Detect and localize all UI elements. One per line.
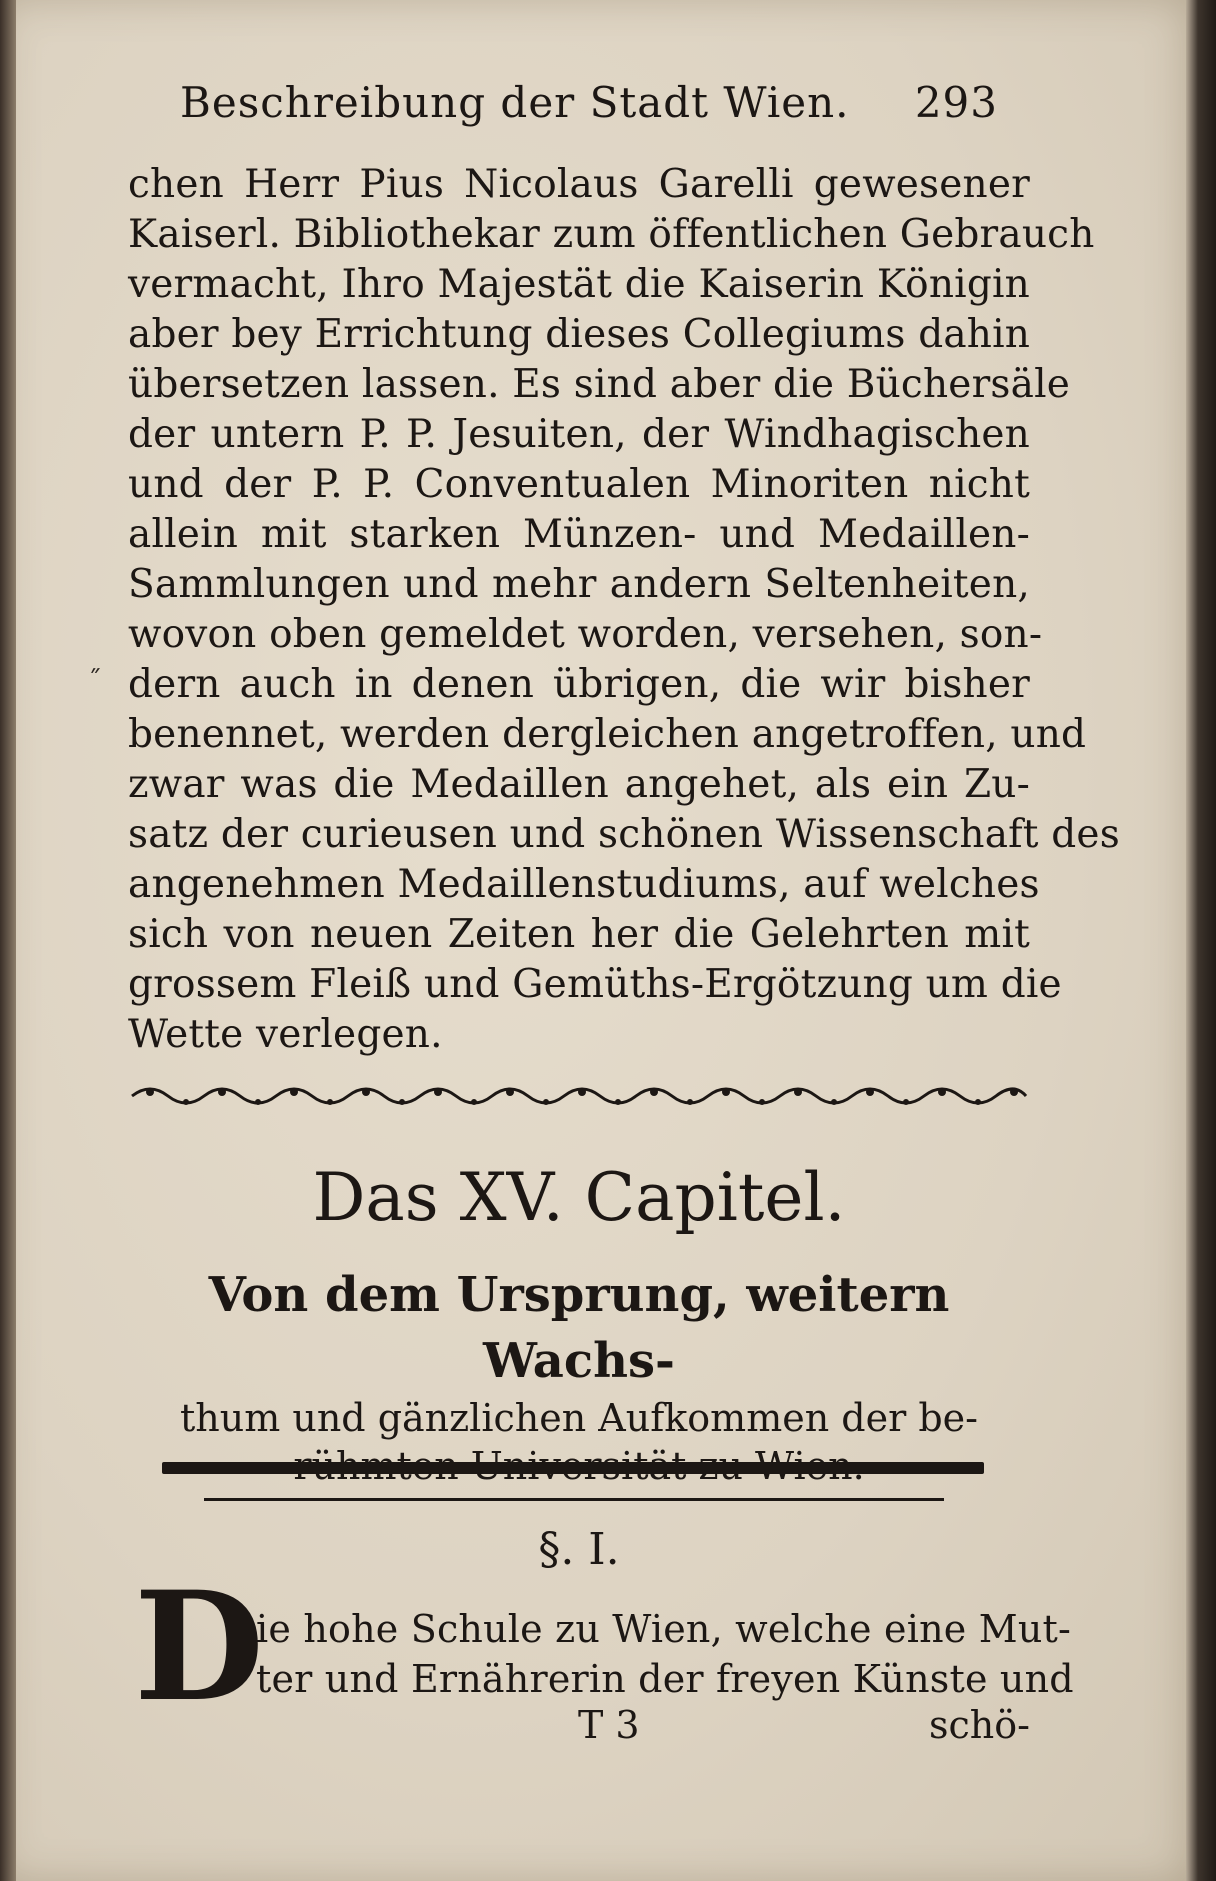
text-line: und der P. P. Conventualen Minoriten nicht <box>128 462 1030 507</box>
chapter-heading: Das XV. Capitel. <box>312 1159 846 1236</box>
signature-mark: T 3 <box>578 1703 640 1747</box>
thin-divider-rule <box>204 1498 944 1501</box>
text-line: wovon oben gemeldet worden, versehen, son- <box>128 612 1043 657</box>
text-line: allein mit starken Münzen- und Medaillen- <box>128 512 1030 557</box>
page-number: 293 <box>914 78 998 127</box>
margin-mark: ˝ <box>88 666 101 696</box>
thick-divider-rule <box>162 1462 984 1474</box>
running-header <box>180 78 1060 127</box>
section-paragraph <box>256 1604 1074 1704</box>
drop-cap: D <box>134 1559 265 1735</box>
text-line: grossem Fleiß und Gemüths-Ergötzung um die <box>128 962 1062 1007</box>
text-line: satz der curieusen und schönen Wissenschaft des <box>128 812 1120 857</box>
section-mark: §. I. <box>538 1524 620 1575</box>
text-line: aber bey Errichtung dieses Collegiums dahin <box>128 312 1031 357</box>
running-title: Beschreibung der Stadt Wien. <box>180 78 850 127</box>
text-line: angenehmen Medaillenstudiums, auf welches <box>128 862 1040 907</box>
decorative-vine-border <box>128 1078 1030 1114</box>
text-line: ter und Ernährerin der freyen Künste und <box>256 1657 1074 1701</box>
chapter-subtitle <box>128 1262 1030 1490</box>
text-line: vermacht, Ihro Majestät die Kaiserin Königin <box>128 262 1030 307</box>
subtitle-line: thum und gänzlichen Aufkommen der be- <box>180 1396 978 1440</box>
text-line: ie hohe Schule zu Wien, welche eine Mut- <box>256 1607 1071 1651</box>
text-line: der untern P. P. Jesuiten, der Windhagischen <box>128 412 1030 457</box>
book-edge-shadow <box>1186 0 1216 1881</box>
page-footer <box>128 1700 1030 1750</box>
text-line: sich von neuen Zeiten her die Gelehrten mit <box>128 912 1030 957</box>
text-line: übersetzen lassen. Es sind aber die Büchersäle <box>128 362 1071 407</box>
text-line: Wette verlegen. <box>128 1012 443 1057</box>
text-line: Kaiserl. Bibliothekar zum öffentlichen Gebrauch <box>128 212 1095 257</box>
text-line: benennet, werden dergleichen angetroffen, und <box>128 712 1087 757</box>
text-line: Sammlungen und mehr andern Seltenheiten, <box>128 562 1030 607</box>
catchword: schö- <box>929 1703 1030 1747</box>
text-line: chen Herr Pius Nicolaus Garelli gewesener <box>128 162 1030 207</box>
body-text <box>128 160 1120 1060</box>
subtitle-line: Von dem Ursprung, weitern Wachs- <box>208 1267 950 1389</box>
text-line: zwar was die Medaillen angehet, als ein Zu- <box>128 762 1030 807</box>
page-spine-shadow <box>0 0 16 1881</box>
text-line: dern auch in denen übrigen, die wir bisher <box>128 662 1030 707</box>
